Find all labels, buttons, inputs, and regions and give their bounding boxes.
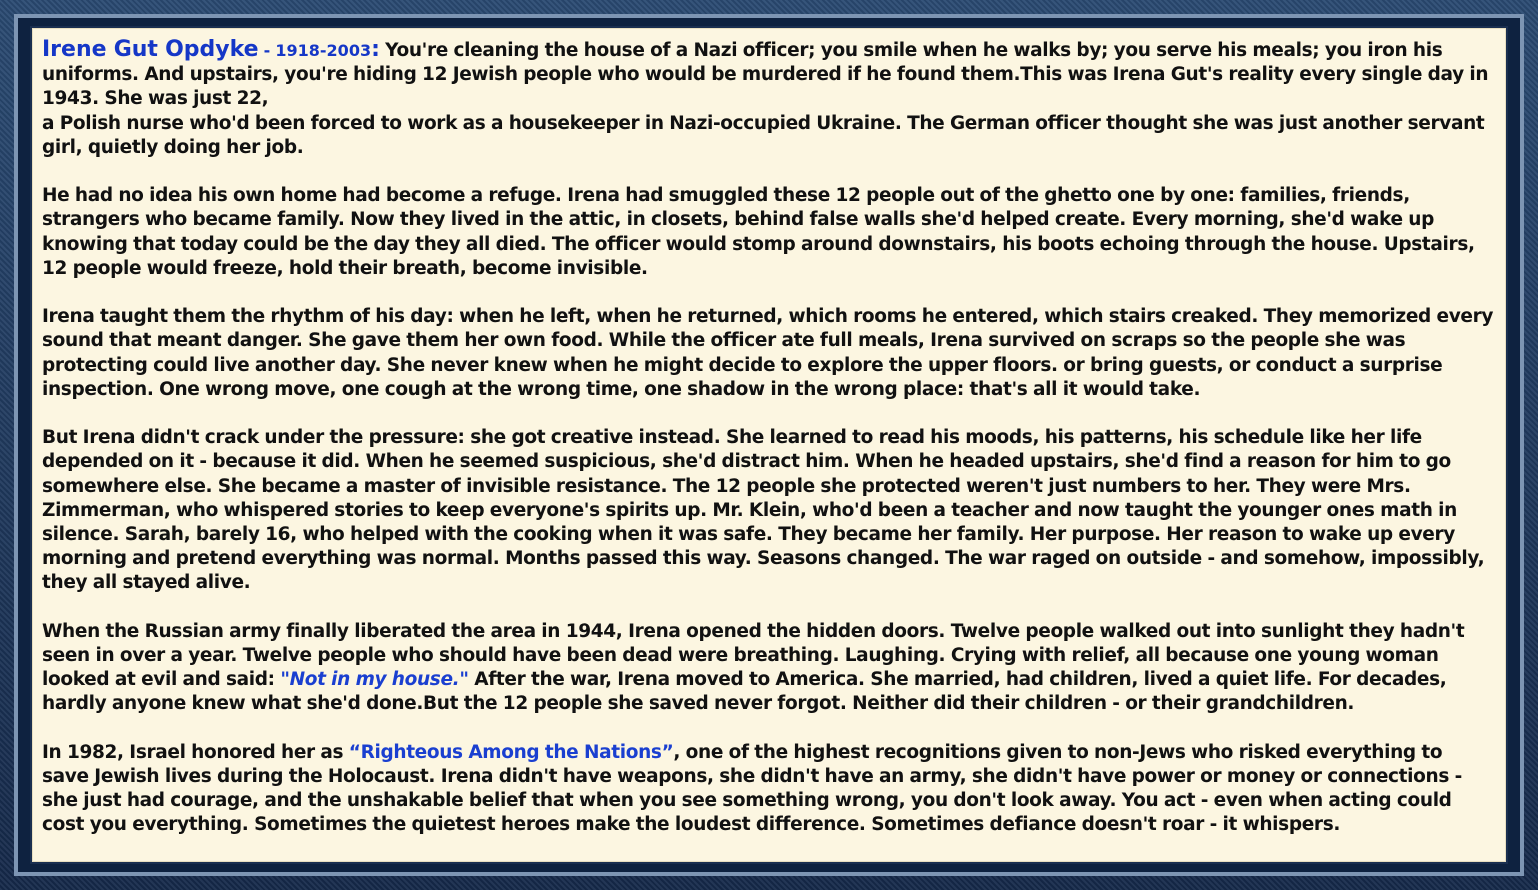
quote-righteous-among-nations: “Righteous Among the Nations” — [348, 741, 674, 763]
paragraph-4: But Irena didn't crack under the pressure: she got creative instead. She learned to read his moods, his patterns, his schedule like her life depended on it - because it did. When he seemed suspicious, she'd distract him. When he headed upstairs, she'd find a reason for him to go somewhere else. She became a master of invisible resistance. The 12 people she protected weren't just numbers to her. They were Mrs. Zimmerman, who whispered stories to keep everyone's spirits up. Mr. Klein, who'd been a teacher and now taught the younger ones math in silence. Sarah, barely 16, who helped with the cooking when it was safe. They became her family. Her purpose. Her reason to wake up every morning and pretend everything was normal. Months passed this way. Seasons changed. The war raged on outside - and somehow, impossibly, they all stayed alive. — [42, 427, 1485, 594]
paragraph-1-continued: a Polish nurse who'd been forced to work as a housekeeper in Nazi-occupied Ukraine. The German officer thought she was just another servant girl, quietly doing her job. — [42, 112, 1485, 158]
text-panel — [30, 26, 1508, 864]
paragraph-1-intro: You're cleaning the house of a Nazi officer; you smile when he walks by; you serve his meals; you iron his uniforms. And upstairs, you're hiding 12 Jewish people who would be murdered if he found them.This was Irena Gut's reality every single day in 1943. She was just 22, — [42, 40, 1489, 110]
title-dates: - 1918-2003 — [258, 41, 372, 60]
paragraph-2: He had no idea his own home had become a refuge. Irena had smuggled these 12 people out of the ghetto one by one: families, friends, strangers who became family. Now they lived in the attic, in closets, behind false walls she'd helped create. Every morning, she'd wake up knowing that today could be the day they all died. The officer would stomp around downstairs, his boots echoing through the house. Upstairs, 12 people would freeze, hold their breath, become invisible. — [42, 185, 1475, 279]
quote-not-in-my-house: "Not in my house." — [280, 669, 469, 691]
paragraph-5-after: After the war, Irena moved to America. She married, had children, lived a quiet life. For decades, hardly anyone knew what she'd done.But the 12 people she saved never forgot. Neither did their children - or their grandchildren. — [42, 669, 1447, 715]
paragraph-3: Irena taught them the rhythm of his day: when he left, when he returned, which rooms he entered, which stairs creaked. They memorized every sound that meant danger. She gave them her own food. While the officer ate full meals, Irena survived on scraps so the people she was protecting could live another day. She never knew when he might decide to explore the upper floors. or bring guests, or conduct a surprise inspection. One wrong move, one cough at the wrong time, one shadow in the wrong place: that's all it would take. — [42, 306, 1494, 400]
title-name: Irene Gut Opdyke — [42, 37, 259, 62]
paragraph-1 — [42, 38, 1494, 160]
paragraph-6-after: , one of the highest recognitions given to non-Jews who risked everything to save Jewish lives during the Holocaust. Irena didn't have weapons, she didn't have an army, she didn't have power or money or connections - she just had courage, and the unshakable belief that when you see something wrong, you don't look away. You act - even when acting could cost you everything. Sometimes the quietest heroes make the loudest difference. Sometimes defiance doesn't roar - it whispers. — [42, 741, 1462, 836]
title-colon: : — [371, 37, 380, 62]
paragraph-6-before: In 1982, Israel honored her as — [42, 741, 349, 763]
paragraph-5 — [42, 620, 1494, 717]
story-text — [42, 38, 1494, 862]
paragraph-5-before: When the Russian army finally liberated the area in 1944, Irena opened the hidden doors. Twelve people walked out into sunlight they hadn't seen in over a year. Twelve people who should have been dead were breathing. Laughing. Crying with relief, all because one young woman looked at evil and said: — [42, 620, 1465, 691]
paragraph-6 — [42, 741, 1494, 838]
